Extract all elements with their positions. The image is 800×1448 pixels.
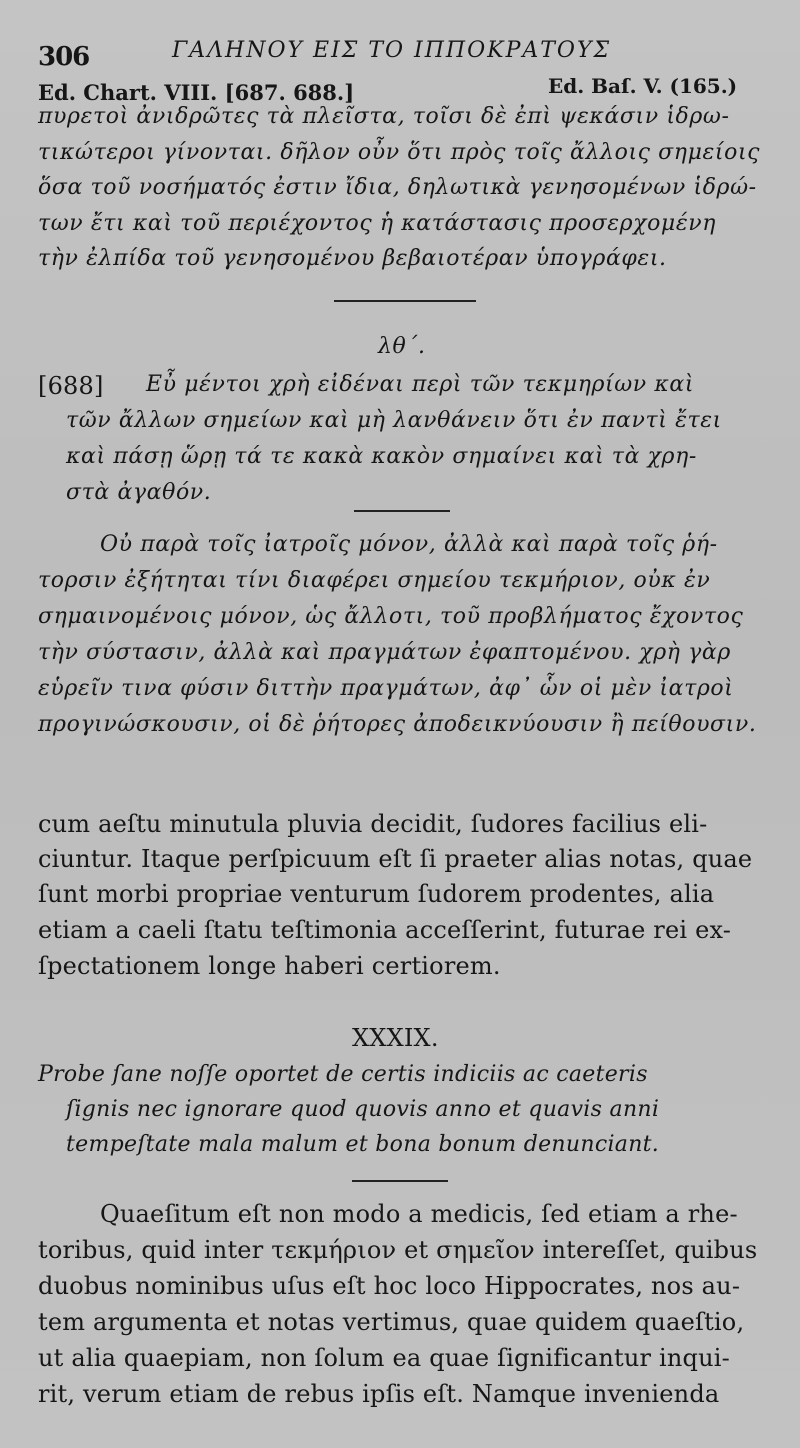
latin-line: tempeſtate mala malum et bona bonum denunciant. — [66, 1132, 660, 1157]
latin-line: Probe ſane noſſe oportet de certis indiciis ac caeteris — [38, 1062, 648, 1087]
edition-reference-right: Ed. Baſ. V. (165.) — [548, 74, 738, 98]
latin-line: ſpectationem longe haberi certiorem. — [38, 952, 501, 980]
greek-line: στὰ ἀγαθόν. — [66, 480, 212, 505]
aphorism-reference: [688] — [38, 372, 104, 400]
running-title: ΓΑΛΗΝΟΥ ΕΙΣ ΤΟ ΙΠΠΟΚΡΑΤΟΥΣ — [172, 38, 612, 63]
latin-section-number: XXXIX. — [352, 1024, 439, 1052]
greek-line: Οὐ παρὰ τοῖς ἰατροῖς μόνον, ἀλλὰ καὶ παρὰ τοῖς ῥή- — [100, 532, 718, 557]
greek-line: τὴν ἐλπίδα τοῦ γενησομένου βεβαιοτέραν ὑπογράφει. — [38, 246, 667, 271]
page-number: 306 — [38, 42, 90, 72]
latin-line: etiam a caeli ſtatu teſtimonia acceſſerint, futurae rei ex- — [38, 916, 732, 944]
latin-line: ut alia quaepiam, non ſolum ea quae ſignificantur inqui- — [38, 1344, 730, 1372]
latin-line: ſignis nec ignorare quod quovis anno et quavis anni — [66, 1097, 660, 1122]
greek-line: Εὖ μέντοι χρὴ εἰδέναι περὶ τῶν τεκμηρίων καὶ — [146, 372, 695, 397]
section-divider — [334, 300, 476, 302]
greek-line: πυρετοὶ ἀνιδρῶτες τὰ πλεῖστα, τοῖσι δὲ ἐπὶ ψεκάσιν ἱδρω- — [38, 104, 730, 129]
section-divider — [352, 1180, 448, 1182]
section-divider — [354, 510, 450, 512]
latin-line: ſunt morbi propriae venturum ſudorem prodentes, alia — [38, 880, 715, 908]
greek-line: προγινώσκουσιν, οἱ δὲ ῥήτορες ἀποδεικνύουσιν ἢ πείθουσιν. — [38, 712, 757, 737]
latin-line: duobus nominibus uſus eſt hoc loco Hippocrates, nos au- — [38, 1272, 741, 1300]
greek-line: καὶ πάσῃ ὥρῃ τά τε κακὰ κακὸν σημαίνει καὶ τὰ χρη- — [66, 444, 697, 469]
greek-line: τῶν ἄλλων σημείων καὶ μὴ λανθάνειν ὅτι ἐν παντὶ ἔτει — [66, 408, 722, 433]
latin-line: Quaeſitum eſt non modo a medicis, ſed etiam a rhe- — [100, 1200, 738, 1228]
greek-line: εὑρεῖν τινα φύσιν διττὴν πραγμάτων, ἀφ᾽ ὧν οἱ μὲν ἰατροὶ — [38, 676, 734, 701]
latin-line: ciuntur. Itaque perſpicuum eſt ſi praeter alias notas, quae — [38, 845, 753, 873]
latin-line: cum aeſtu minutula pluvia decidit, ſudores facilius eli- — [38, 810, 708, 838]
greek-line: των ἔτι καὶ τοῦ περιέχοντος ἡ κατάστασις προσερχομένη — [38, 211, 716, 236]
latin-line: tem argumenta et notas vertimus, quae quidem quaeſtio, — [38, 1308, 745, 1336]
greek-line: τορσιν ἐξήτηται τίνι διαφέρει σημείου τεκμήριον, οὐκ ἐν — [38, 568, 711, 593]
latin-line: rit, verum etiam de rebus ipſis eſt. Namque invenienda — [38, 1380, 720, 1408]
latin-line: toribus, quid inter τεκμήριον et σημεῖον intereſſet, quibus — [38, 1236, 758, 1264]
greek-line: τὴν σύστασιν, ἀλλὰ καὶ πραγμάτων ἐφαπτομένου. χρὴ γὰρ — [38, 640, 731, 665]
edition-reference-left: Ed. Chart. VIII. [687. 688.] — [38, 80, 355, 105]
greek-line: σημαινομένοις μόνον, ὡς ἄλλοτι, τοῦ προβλήματος ἔχοντος — [38, 604, 744, 629]
greek-section-number: λθ΄. — [378, 334, 426, 359]
greek-line: ὅσα τοῦ νοσήματός ἐστιν ἴδια, δηλωτικὰ γενησομένων ἱδρώ- — [38, 175, 757, 200]
greek-line: τικώτεροι γίνονται. δῆλον οὖν ὅτι πρὸς τοῖς ἄλλοις σημείοις — [38, 140, 761, 165]
